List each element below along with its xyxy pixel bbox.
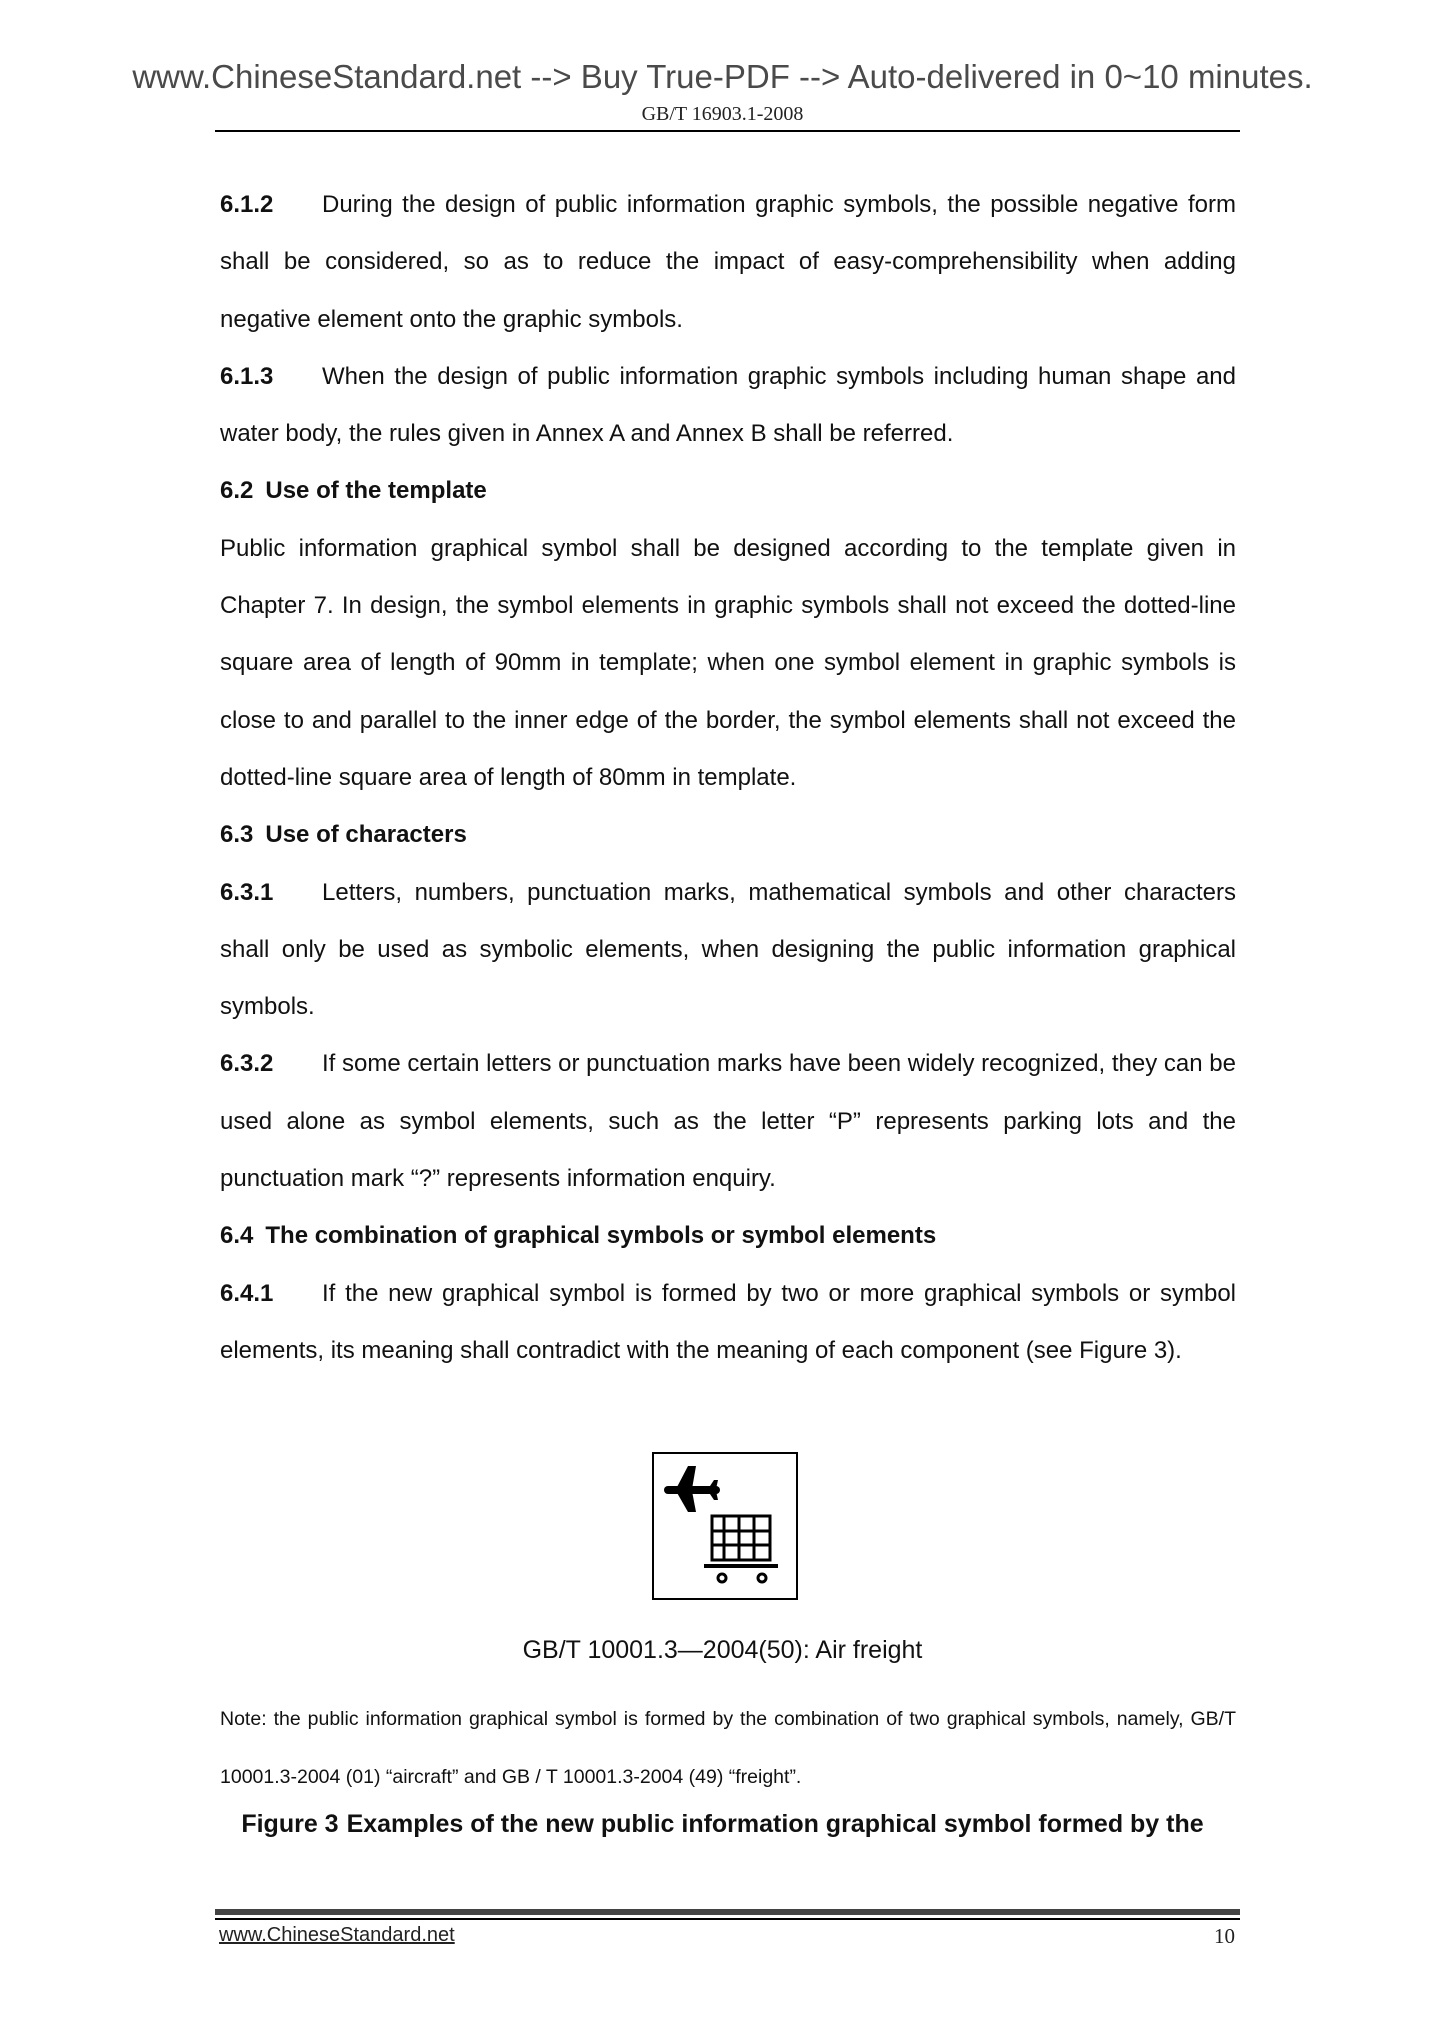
heading-number: 6.2 [220,477,254,505]
heading-number: 6.3 [220,821,254,849]
clause-number: 6.3.2 [220,1050,274,1078]
clause-number: 6.3.1 [220,878,274,906]
clause-6-4-1 [220,1265,1236,1380]
footer-link[interactable]: www.ChineseStandard.net [219,1924,455,1946]
heading-6-2 [220,462,1236,519]
heading-title: Use of characters [265,821,467,849]
figure-number: Figure 3 [241,1810,339,1838]
clause-6-1-2 [220,176,1236,348]
page-number: 10 [1214,1924,1235,1948]
clause-6-1-3 [220,348,1236,463]
heading-title: The combination of graphical symbols or symbol elements [265,1222,937,1250]
clause-6-3-2 [220,1035,1236,1207]
clause-number: 6.4.1 [220,1279,274,1307]
figure-title [0,1810,1445,1839]
heading-number: 6.4 [220,1222,254,1250]
clause-text: Letters, numbers, punctuation marks, mathematical symbols and other characters shall only be used as symbolic elements, when designing the public information graphical symbols. [220,878,1236,1021]
document-body [220,176,1236,1379]
standard-number: GB/T 16903.1-2008 [641,103,804,125]
figure-title-text: Examples of the new public information graphical symbol formed by the [346,1810,1204,1838]
paragraph-6-2: Public information graphical symbol shall be designed according to the template given in Chapter 7. In design, the symbol elements in graphic symbols shall not exceed the dotted-line square area of length of 90mm in template; when one symbol element in graphic symbols is close to and parallel to the inner edge of the border, the symbol elements shall not exceed the dotted-line square area of length of 80mm in template. [220,534,1236,791]
figure-caption: GB/T 10001.3—2004(50): Air freight [522,1636,923,1664]
air-freight-icon [654,1454,796,1598]
heading-6-3 [220,806,1236,863]
clause-text: If the new graphical symbol is formed by two or more graphical symbols or symbol elements, its meaning shall contradict with the meaning of each component (see Figure 3). [220,1279,1236,1364]
heading-title: Use of the template [265,477,487,505]
figure-note: Note: the public information graphical symbol is formed by the combination of two graphical symbols, namely, GB/T 10001.3-2004 (01) “aircraft” and GB / T 10001.3-2004 (49) “freight”. [220,1708,1236,1788]
clause-text: If some certain letters or punctuation marks have been widely recognized, they can be used alone as symbol elements, such as the letter “P” represents parking lots and the punctuation mark “?” represents information enquiry. [220,1050,1236,1193]
header-rule [215,130,1240,132]
freight-icon [704,1516,778,1582]
clause-number: 6.1.2 [220,191,274,218]
footer-rule-thick [215,1909,1240,1915]
clause-6-3-1 [220,864,1236,1036]
top-banner: www.ChineseStandard.net --> Buy True-PDF --> Auto-delivered in 0~10 minutes. [132,58,1313,95]
clause-text: When the design of public information graphic symbols including human shape and water body, the rules given in Annex A and Annex B shall be referred. [220,362,1236,448]
air-freight-symbol [652,1452,798,1600]
footer-rule-thin [215,1918,1240,1920]
clause-number: 6.1.3 [220,362,274,390]
heading-6-4 [220,1207,1236,1264]
clause-text: During the design of public information graphic symbols, the possible negative form shall be considered, so as to reduce the impact of easy-comprehensibility when adding negative element onto the graphic symbols. [220,191,1236,333]
aircraft-icon [664,1466,720,1512]
